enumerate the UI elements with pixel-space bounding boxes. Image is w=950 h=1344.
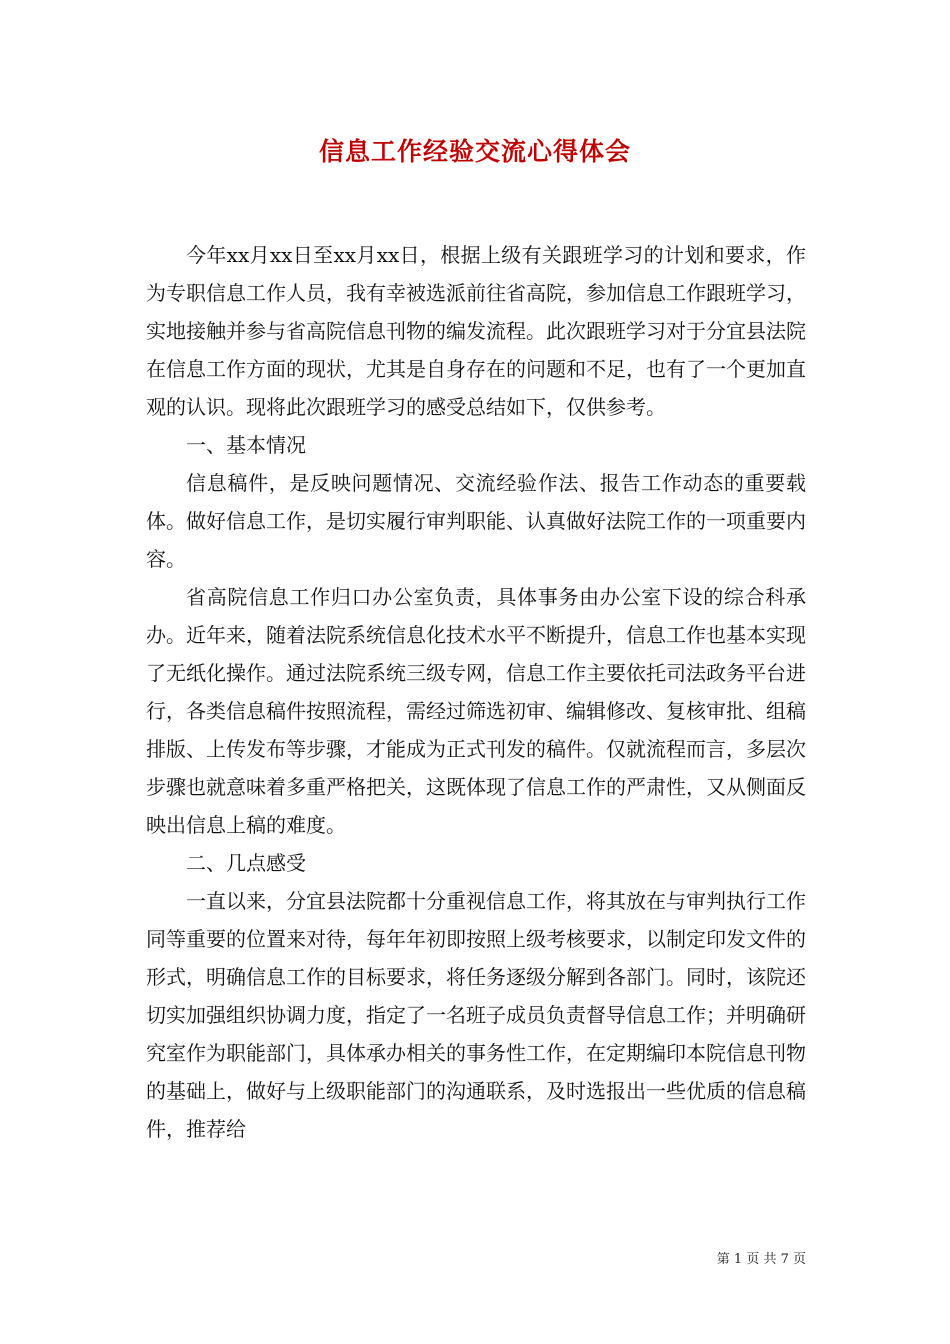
- section-heading-basic-situation: 一、基本情况: [186, 433, 306, 457]
- document-body: [146, 236, 806, 1148]
- paragraph-intro: 今年xx月xx日至xx月xx日，根据上级有关跟班学习的计划和要求，作为专职信息工作人员，我有幸被选派前往省高院，参加信息工作跟班学习，实地接触并参与省高院信息刊物的编发流程。此次跟班学习对于分宜县法院在信息工作方面的现状，尤其是自身存在的问题和不足，也有了一个更加直观的认识。现将此次跟班学习的感受总结如下，仅供参考。: [146, 243, 806, 419]
- document-title: 信息工作经验交流心得体会: [318, 137, 631, 166]
- paragraph-info-manuscripts: 信息稿件，是反映问题情况、交流经验作法、报告工作动态的重要载体。做好信息工作，是切实履行审判职能、认真做好法院工作的一项重要内容。: [146, 471, 806, 571]
- paragraph-provincial-court-process: 省高院信息工作归口办公室负责，具体事务由办公室下设的综合科承办。近年来，随着法院系统信息化技术水平不断提升，信息工作也基本实现了无纸化操作。通过法院系统三级专网，信息工作主要依托司法政务平台进行，各类信息稿件按照流程，需经过筛选初审、编辑修改、复核审批、组稿排版、上传发布等步骤，才能成为正式刊发的稿件。仅就流程而言，多层次步骤也就意味着多重严格把关，这既体现了信息工作的严肃性，又从侧面反映出信息上稿的难度。: [146, 585, 806, 837]
- section-heading-impressions: 二、几点感受: [186, 851, 306, 875]
- paragraph-fenyi-court: 一直以来，分宜县法院都十分重视信息工作，将其放在与审判执行工作同等重要的位置来对待，每年年初即按照上级考核要求，以制定印发文件的形式，明确信息工作的目标要求，将任务逐级分解到各部门。同时，该院还切实加强组织协调力度，指定了一名班子成员负责督导信息工作；并明确研究室作为职能部门，具体承办相关的事务性工作，在定期编印本院信息刊物的基础上，做好与上级职能部门的沟通联系，及时选报出一些优质的信息稿件，推荐给: [146, 889, 806, 1141]
- page-number-footer: 第 1 页 共 7 页: [716, 1252, 806, 1267]
